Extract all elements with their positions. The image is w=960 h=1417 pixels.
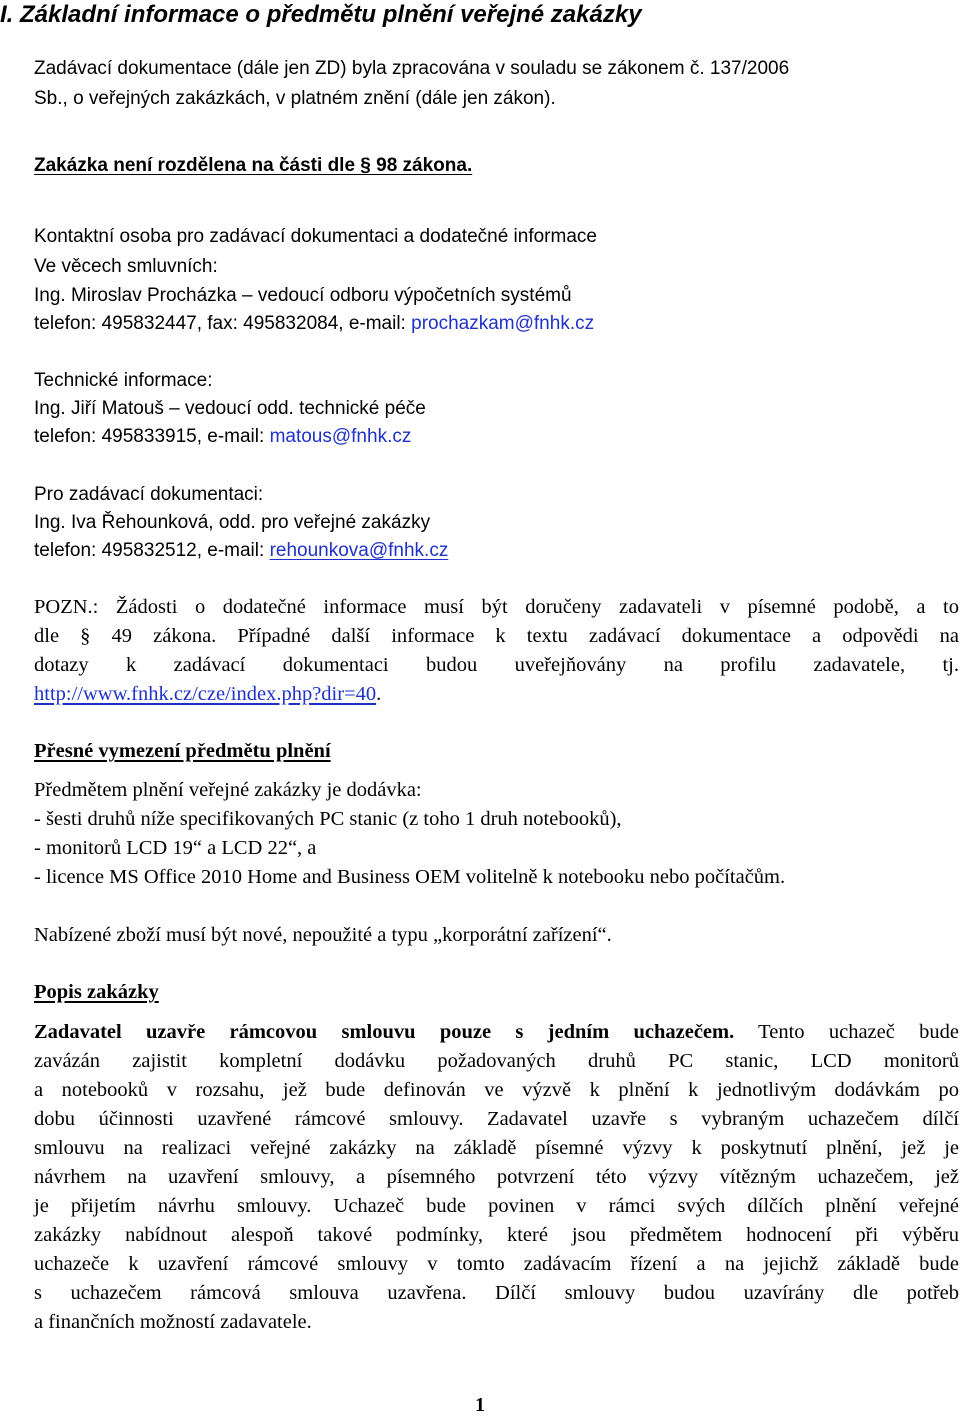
contract-phone: telefon: 495832447, fax: 495832084, e-mail: — [34, 313, 412, 334]
description-lead-rest: Tento uchazeč bude — [734, 1021, 960, 1043]
description-bold-lead: Zadavatel uzavře rámcovou smlouvu pouze s jedním uchazečem. — [34, 1021, 735, 1043]
description-line: a finančních možností zadavatele. — [34, 1311, 312, 1333]
subject-item: - šesti druhů níže specifikovaných PC stanic (z toho 1 druh notebooků), — [34, 808, 622, 830]
contract-person: Ing. Miroslav Procházka – vedoucí odboru výpočetních systémů — [34, 285, 572, 306]
tech-phone: telefon: 495833915, e-mail: — [34, 426, 270, 447]
contract-label: Ve věcech smluvních: — [34, 256, 218, 277]
description-line-1 — [34, 1018, 959, 1047]
intro-line-2: Sb., o veřejných zakázkách, v platném znění (dále jen zákon). — [34, 88, 556, 109]
description-line: dobu účinnosti uzavřené rámcové smlouvy. Zadavatel uzavře s vybraným uchazečem dílčí — [34, 1108, 959, 1130]
note-url-line — [34, 680, 959, 709]
page-number: 1 — [475, 1394, 485, 1416]
description-line: a notebooků v rozsahu, jež bude definován ve výzvě k plnění k jednotlivým dodávkám po — [34, 1079, 959, 1101]
doc-phone-line — [34, 537, 959, 566]
contract-phone-line — [34, 310, 959, 339]
note-line-3: dotazy k zadávací dokumentaci budou uveřejňovány na profilu zadavatele, tj. — [34, 654, 959, 676]
intro-line-1: Zadávací dokumentace (dále jen ZD) byla zpracována v souladu se zákonem č. 137/2006 — [34, 58, 790, 79]
description-line: zavázán zajistit kompletní dodávku požadovaných druhů PC stanic, LCD monitorů — [34, 1050, 959, 1072]
description-line: smlouvu na realizaci veřejné zakázky na základě písemné výzvy k poskytnutí plnění, jež je — [34, 1137, 959, 1159]
description-line: s uchazečem rámcová smlouva uzavřena. Dílčí smlouvy budou uzavírány dle potřeb — [34, 1282, 959, 1304]
note-line-2: dle § 49 zákona. Případné další informace k textu zadávací dokumentace a odpovědi na — [34, 625, 959, 647]
contract-email-link[interactable]: prochazkam@fnhk.cz — [411, 313, 595, 334]
description-title: Popis zakázky — [34, 981, 159, 1003]
doc-email-link[interactable]: rehounkova@fnhk.cz — [269, 540, 449, 561]
tech-email-link[interactable]: matous@fnhk.cz — [269, 426, 412, 447]
tech-phone-line — [34, 423, 959, 452]
tech-person: Ing. Jiří Matouš – vedoucí odd. technické péče — [34, 398, 426, 419]
doc-person: Ing. Iva Řehounková, odd. pro veřejné zakázky — [34, 512, 431, 533]
subject-title: Přesné vymezení předmětu plnění — [34, 740, 331, 762]
description-line: zakázky nabídnout alespoň takové podmínky, které jsou předmětem hodnocení při výběru — [34, 1224, 959, 1246]
description-line: je přijetím návrhu smlouvy. Uchazeč bude povinen v rámci svých dílčích plnění veřejné — [34, 1195, 959, 1217]
description-line: návrhem na uzavření smlouvy, a písemného potvrzení této výzvy vítězným uchazečem, jež — [34, 1166, 959, 1188]
subject-intro: Předmětem plnění veřejné zakázky je dodávka: — [34, 779, 422, 801]
tech-label: Technické informace: — [34, 370, 213, 391]
section-heading: I. Základní informace o předmětu plnění veřejné zakázky — [0, 1, 642, 28]
not-divided-note: Zakázka není rozdělena na části dle § 98 zákona. — [34, 155, 473, 176]
note-line-1: POZN.: Žádosti o dodatečné informace musí být doručeny zadavateli v písemné podobě, a to — [34, 596, 959, 618]
profile-url-link[interactable]: http://www.fnhk.cz/cze/index.php?dir=40 — [34, 683, 377, 705]
note-url-suffix: . — [376, 683, 382, 705]
subject-item: - monitorů LCD 19“ a LCD 22“, a — [34, 837, 317, 859]
subject-item: - licence MS Office 2010 Home and Business OEM volitelně k notebooku nebo počítačům. — [34, 866, 786, 888]
doc-phone: telefon: 495832512, e-mail: — [34, 540, 270, 561]
description-line: uchazeče k uzavření rámcové smlouvy v tomto zadávacím řízení a na jejichž základě bude — [34, 1253, 959, 1275]
doc-label: Pro zadávací dokumentaci: — [34, 484, 264, 505]
new-goods-note: Nabízené zboží musí být nové, nepoužité a typu „korporátní zařízení“. — [34, 924, 612, 946]
contact-title: Kontaktní osoba pro zadávací dokumentaci a dodatečné informace — [34, 226, 597, 247]
